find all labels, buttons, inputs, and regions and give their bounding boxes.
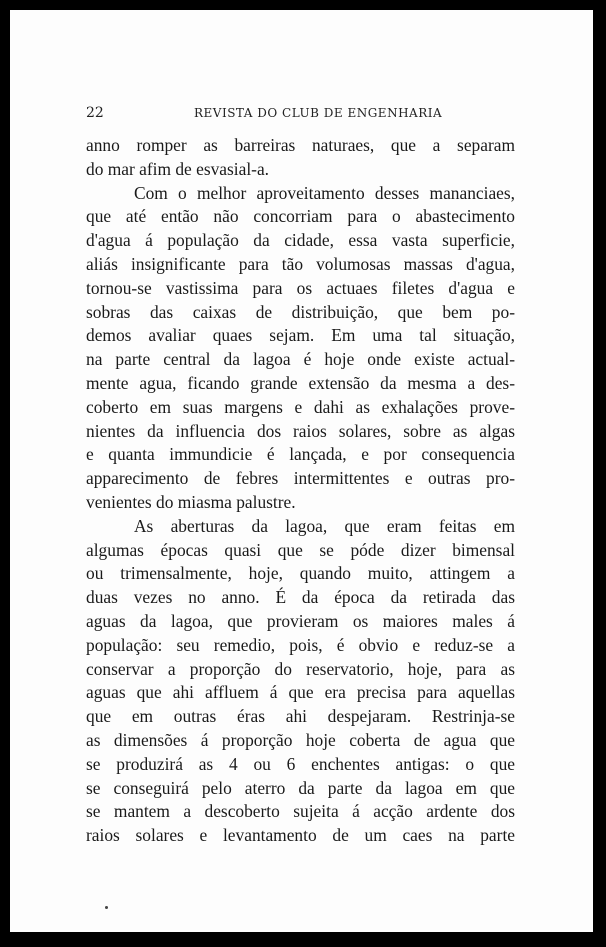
body-text bbox=[86, 134, 515, 848]
text-line: raios solares e levantamento de um caes na parte bbox=[86, 825, 515, 846]
text-line: duas vezes no anno. É da época da retirada das bbox=[86, 587, 515, 608]
text-line: anno romper as barreiras naturaes, que a separam bbox=[86, 135, 515, 155]
text-line: se produzirá as 4 ou 6 enchentes antigas: o que bbox=[86, 753, 515, 774]
text-line: conservar a proporção do reservatorio, hoje, para as bbox=[86, 658, 515, 679]
page-number: 22 bbox=[86, 105, 104, 121]
text-line: e quanta immundicie é lançada, e por consequencia bbox=[86, 444, 515, 465]
paper-speck bbox=[105, 906, 108, 909]
text-line: nientes da influencia dos raios solares, sobre as algas bbox=[86, 420, 515, 441]
text-line: algumas épocas quasi que se póde dizer bimensal bbox=[86, 539, 515, 560]
text-line: tornou-se vastissima para os actuaes filetes d'agua e bbox=[86, 277, 515, 298]
text-line: as dimensões á proporção hoje coberta de agua que bbox=[86, 729, 515, 750]
text-line: d'agua á população da cidade, essa vasta superficie, bbox=[86, 230, 515, 251]
text-line: venientes do miasma palustre. bbox=[86, 491, 296, 512]
text-line: As aberturas da lagoa, que eram feitas em bbox=[134, 515, 515, 536]
text-line: do mar afim de esvasial-a. bbox=[86, 158, 270, 179]
text-line: mente agua, ficando grande extensão da mesma a des- bbox=[86, 372, 515, 393]
text-line: que em outras éras ahi despejaram. Restrinja-se bbox=[86, 706, 515, 727]
text-line: demos avaliar quaes sejam. Em uma tal situação, bbox=[86, 325, 515, 346]
text-line: coberto em suas margens e dahi as exhalações prove- bbox=[86, 396, 515, 417]
text-line: ou trimensalmente, hoje, quando muito, attingem a bbox=[86, 563, 515, 584]
text-line: se conseguirá pelo aterro da parte da lagoa em que bbox=[86, 777, 515, 798]
text-line: aliás insignificante para tão volumosas massas d'agua, bbox=[86, 253, 515, 274]
text-line: aguas que ahi affluem á que era precisa para aquellas bbox=[86, 682, 515, 703]
text-line: população: seu remedio, pois, é obvio e reduz-se a bbox=[86, 634, 515, 655]
text-line: sobras das caixas de distribuição, que bem po- bbox=[86, 301, 515, 322]
text-line: aguas da lagoa, que provieram os maiores males á bbox=[86, 610, 515, 631]
text-line: apparecimento de febres intermittentes e outras pro- bbox=[86, 468, 515, 489]
book-page bbox=[10, 10, 593, 932]
text-line: que até então não concorriam para o abastecimento bbox=[86, 206, 515, 227]
text-line: se mantem a descoberto sujeita á acção ardente dos bbox=[86, 801, 515, 822]
page-header bbox=[86, 105, 507, 125]
text-line: Com o melhor aproveitamento desses mananciaes, bbox=[134, 182, 515, 203]
running-title: REVISTA DO CLUB DE ENGENHARIA bbox=[194, 106, 443, 120]
text-line: na parte central da lagoa é hoje onde existe actual- bbox=[86, 349, 515, 370]
